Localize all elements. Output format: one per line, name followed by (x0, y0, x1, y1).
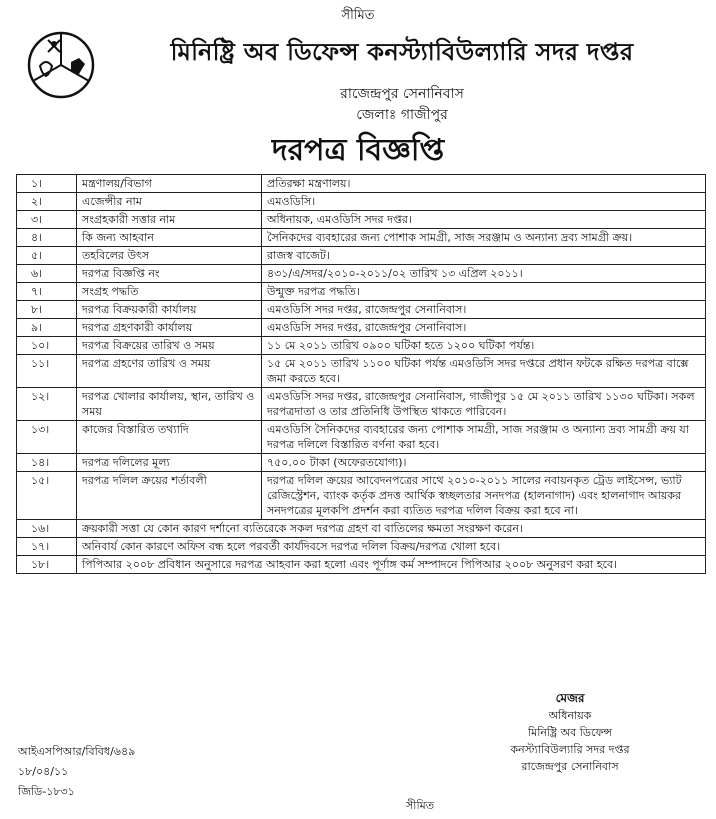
row-text: অনিবার্য কোন কারণে অফিস বন্ধ হলে পরবর্তী কার্যদিবসে দরপত্র দলিল বিক্রয়/দরপত্র খোলা হবে। (77, 538, 706, 556)
table-row (17, 175, 706, 193)
row-label: দরপত্র গ্রহণের তারিখ ও সময় (77, 355, 262, 388)
table-row (17, 421, 706, 454)
row-value: ১৫ মে ২০১১ তারিখ ১১০০ ঘটিকা পর্যন্ত এমওডিসি সদর দপ্তরে প্রধান ফটকে রক্ষিত দরপত্র বাক্সে জমা করতে হবে। (262, 355, 706, 388)
row-serial: ১৬। (17, 520, 77, 538)
row-value: প্রতিরক্ষা মন্ত্রণালয়। (262, 175, 706, 193)
address-line-2: জেলাঃ গাজীপুর (356, 107, 448, 123)
issue-date: ১৮/০৪/১১ (18, 765, 69, 778)
table-row-full (17, 520, 706, 538)
row-serial: ১৮। (17, 556, 77, 574)
row-label: তহবিলের উৎস (77, 247, 262, 265)
row-serial: ৫। (17, 247, 77, 265)
row-label: দরপত্র বিক্রয়ের তারিখ ও সময় (77, 337, 262, 355)
restricted-mark-bottom: সীমিত (406, 799, 434, 812)
organization-title: মিনিষ্ট্রি অব ডিফেন্স কনস্ট্যাবিউল্যারি সদর দপ্তর (170, 38, 634, 66)
signatory-org-line-1: মিনিষ্ট্রি অব ডিফেন্স (527, 726, 613, 739)
row-serial: ৮। (17, 301, 77, 319)
row-value: রাজস্ব বাজেট। (262, 247, 706, 265)
row-label: এজেন্সীর নাম (77, 193, 262, 211)
notice-title: দরপত্র বিজ্ঞপ্তি (271, 133, 445, 168)
row-serial: ৩। (17, 211, 77, 229)
row-value: ৪৩১/এ/সদর/২০১০-২০১১/০২ তারিখ ১৩ এপ্রিল ২০১১। (262, 265, 706, 283)
table-row (17, 265, 706, 283)
row-text: পিপিআর ২০০৮ প্রবিধান অনুসারে দরপত্র আহবান করা হলো এবং পূর্ণাঙ্গ কর্ম সম্পাদনে পিপিআর ২০০৮ অনুসরণ করা হবে। (77, 556, 706, 574)
row-serial: ১৩। (17, 421, 77, 454)
row-value: উন্মুক্ত দরপত্র পদ্ধতি। (262, 283, 706, 301)
row-label: মন্ত্রণালয়/বিভাগ (77, 175, 262, 193)
gd-number: জিডি-১৮৩১ (18, 785, 75, 798)
row-label: কি জন্য আহবান (77, 229, 262, 247)
table-row (17, 193, 706, 211)
row-serial: ৯। (17, 319, 77, 337)
row-value: এমওডিসি সদর দপ্তর, রাজেন্দ্রপুর সেনানিবাস। (262, 301, 706, 319)
row-value: সৈনিকদের ব্যবহারের জন্য পোশাক সামগ্রী, সাজ সরঞ্জাম ও অন্যান্য দ্রব্য সামগ্রী ক্রয়। (262, 229, 706, 247)
tender-details-table (16, 174, 706, 574)
signatory-rank: মেজর (555, 691, 585, 705)
row-value: ১১ মে ২০১১ তারিখ ০৯০০ ঘটিকা হতে ১২০০ ঘটিকা পর্যন্ত। (262, 337, 706, 355)
signatory-title: অধিনায়ক (548, 709, 592, 722)
row-value: এমওডিসি সদর দপ্তর, রাজেন্দ্রপুর সেনানিবাস, গাজীপুর ১৫ মে ২০১১ তারিখ ১১৩০ ঘটিকা। সকল দরপত্রদাতা ও তার প্রতিনিধি উপস্থিত থাকতে পারিবেন। (262, 388, 706, 421)
row-serial: ১২। (17, 388, 77, 421)
row-label: দরপত্র গ্রহণকারী কার্যালয় (77, 319, 262, 337)
row-value: এমওডিসি। (262, 193, 706, 211)
row-value: অধিনায়ক, এমওডিসি সদর দপ্তর। (262, 211, 706, 229)
table-row-full (17, 556, 706, 574)
row-label: দরপত্র বিজ্ঞপ্তি নং (77, 265, 262, 283)
modc-emblem-icon (26, 30, 96, 100)
row-label: দরপত্র দলিল ক্রয়ের শর্তাবলী (77, 472, 262, 520)
row-serial: ১৭। (17, 538, 77, 556)
signature-block (470, 690, 670, 775)
row-serial: ১৫। (17, 472, 77, 520)
row-label: কাজের বিস্তারিত তথ্যাদি (77, 421, 262, 454)
row-label: দরপত্র দলিলের মূল্য (77, 454, 262, 472)
row-serial: ১। (17, 175, 77, 193)
ispr-reference: আইএসপিআর/বিবিধ/৬৪৯ (18, 745, 136, 758)
table-row (17, 388, 706, 421)
row-value: এমওডিসি সৈনিকদের ব্যবহারের জন্য পোশাক সামগ্রী, সাজ সরঞ্জাম ও অন্যান্য দ্রব্য সামগ্রী ক্রয় যা দরপত্র দলিলে বিস্তারিত বর্ণনা করা হবে। (262, 421, 706, 454)
row-serial: ৬। (17, 265, 77, 283)
table-row (17, 337, 706, 355)
row-serial: ১১। (17, 355, 77, 388)
row-label: সংগ্রহ পদ্ধতি (77, 283, 262, 301)
table-row (17, 247, 706, 265)
table-row (17, 472, 706, 520)
row-value: এমওডিসি সদর দপ্তর, রাজেন্দ্রপুর সেনানিবাস। (262, 319, 706, 337)
row-serial: ১০। (17, 337, 77, 355)
restricted-mark-top: সীমিত (341, 8, 375, 23)
signatory-org-line-2: কনস্ট্যাবিউল্যারি সদর দপ্তর (510, 743, 630, 756)
row-label: সংগ্রহকারী সত্তার নাম (77, 211, 262, 229)
row-serial: ৪। (17, 229, 77, 247)
footer-reference-block (18, 742, 135, 802)
table-row (17, 355, 706, 388)
table-row-full (17, 538, 706, 556)
table-row (17, 229, 706, 247)
address-line-1: রাজেন্দ্রপুর সেনানিবাস (340, 86, 464, 102)
row-serial: ১৪। (17, 454, 77, 472)
table-row (17, 283, 706, 301)
signatory-location: রাজেন্দ্রপুর সেনানিবাস (521, 760, 619, 773)
table-row (17, 211, 706, 229)
row-text: ক্রয়কারী সত্তা যে কোন কারণ দর্শানো ব্যতিরেকে সকল দরপত্র গ্রহণ বা বাতিলের ক্ষমতা সংরক্ষণ করেন। (77, 520, 706, 538)
table-row (17, 301, 706, 319)
row-label: দরপত্র খোলার কার্যালয়, স্থান, তারিখ ও সময় (77, 388, 262, 421)
row-value: দরপত্র দলিল ক্রয়ের আবেদনপত্রের সাথে ২০১০-২০১১ সালের নবায়নকৃত ট্রেড লাইসেন্স, ভ্যাট রেজিস্ট্রেশন, ব্যাংক কর্তৃক প্রদত্ত আর্থিক স্বচ্ছলতার সনদপত্র (হালনাগাদ) এবং হালনাগাদ আয়কর সনদপত্রের মূলকপি প্রদর্শন করা ব্যতিত দরপত্র দলিল বিক্রয় করা হবে না। (262, 472, 706, 520)
table-row (17, 319, 706, 337)
row-label: দরপত্র বিক্রয়কারী কার্যালয় (77, 301, 262, 319)
row-value: ৭৫০.০০ টাকা (অফেরতযোগ্য)। (262, 454, 706, 472)
row-serial: ৭। (17, 283, 77, 301)
table-row (17, 454, 706, 472)
row-serial: ২। (17, 193, 77, 211)
